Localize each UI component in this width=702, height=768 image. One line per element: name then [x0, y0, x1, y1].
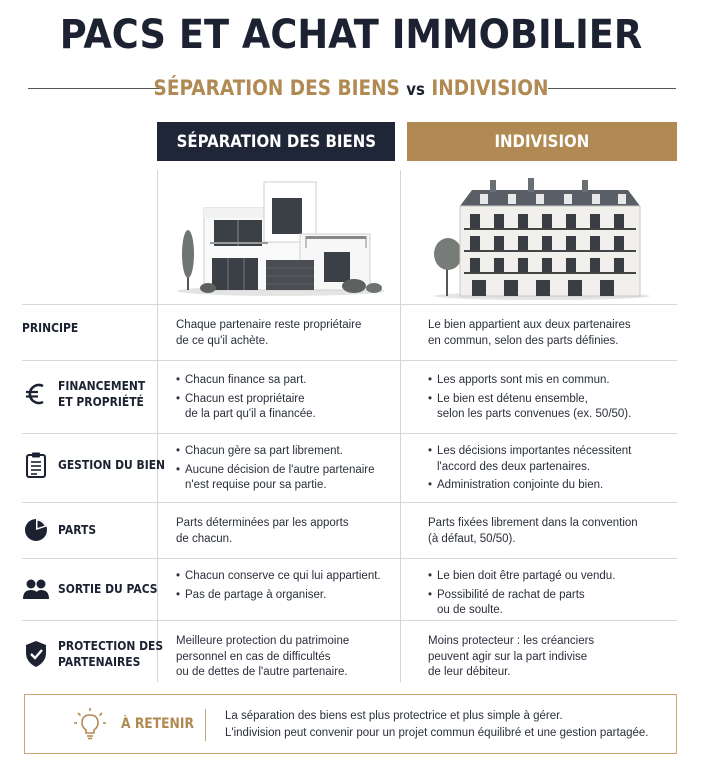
row-divider [22, 360, 677, 361]
column-divider-middle [400, 170, 401, 682]
page-title: PACS ET ACHAT IMMOBILIER [59, 12, 643, 58]
cell-separation-protection: Meilleure protection du patrimoine personnel en cas de difficultés ou de dettes de l'autre partenaire. [176, 635, 350, 678]
list-item: • Le bien est détenu ensemble, selon les parts convenues (ex. 50/50). [428, 392, 678, 423]
modern-house-illustration [174, 178, 388, 298]
subtitle-left: SÉPARATION DES BIENS [153, 76, 400, 100]
retenir-box [24, 694, 677, 754]
cell-indivision-gestion [428, 444, 678, 497]
list-item: • Chacun gère sa part librement. [176, 444, 396, 460]
column-header-separation: SÉPARATION DES BIENS [157, 122, 395, 161]
haussmann-building-illustration [432, 176, 652, 300]
pie-chart-icon [22, 516, 50, 544]
list-item: • Les apports sont mis en commun. [428, 373, 678, 389]
subtitle-row [0, 74, 702, 104]
cell-separation-sortie [176, 569, 396, 606]
column-header-indivision: INDIVISION [407, 122, 677, 161]
row-label-protection: PROTECTION DES PARTENAIRES [22, 638, 180, 670]
subtitle-divider-right [548, 88, 676, 89]
retenir-divider [205, 709, 206, 741]
row-divider [22, 304, 677, 305]
cell-indivision-parts: Parts fixées librement dans la convention (à défaut, 50/50). [428, 517, 638, 545]
cell-indivision-principe: Le bien appartient aux deux partenaires en commun, selon des parts définies. [428, 319, 631, 347]
row-divider [22, 502, 677, 503]
lightbulb-icon [73, 707, 107, 746]
list-item: • Les décisions importantes nécessitent l'accord des deux partenaires. [428, 444, 678, 475]
list-item: • Administration conjointe du bien. [428, 478, 678, 494]
subtitle-vs: vs [406, 80, 425, 100]
row-label-parts: PARTS [22, 516, 102, 544]
list-item: • Possibilité de rachat de parts ou de soulte. [428, 588, 678, 619]
row-label-principe: PRINCIPE [22, 320, 79, 335]
retenir-text: La séparation des biens est plus protectrice et plus simple à gérer. L'indivision peut convenir pour un projet commun équilibré et une gestion partagée. [225, 710, 649, 739]
list-item: • Chacun finance sa part. [176, 373, 396, 389]
cell-separation-financement [176, 373, 396, 426]
row-label-gestion: GESTION DU BIEN [22, 451, 182, 479]
list-item: • Le bien doit être partagé ou vendu. [428, 569, 678, 585]
row-divider [22, 433, 677, 434]
list-item: • Chacun est propriétaire de la part qu'il a financée. [176, 392, 396, 423]
clipboard-icon [22, 451, 50, 479]
shield-check-icon [22, 640, 50, 668]
cell-indivision-sortie [428, 569, 678, 622]
cell-separation-parts: Parts déterminées par les apports de chacun. [176, 517, 349, 545]
retenir-label: À RETENIR [121, 716, 194, 732]
cell-indivision-protection: Moins protecteur : les créanciers peuvent agir sur la part indivise de leur débiteur. [428, 635, 595, 678]
list-item: • Aucune décision de l'autre partenaire n'est requise pour sa partie. [176, 463, 396, 494]
list-item: • Chacun conserve ce qui lui appartient. [176, 569, 396, 585]
subtitle-right: INDIVISION [431, 76, 549, 100]
cell-indivision-financement [428, 373, 678, 426]
euro-icon [22, 380, 50, 408]
row-label-sortie: SORTIE DU PACS [22, 575, 174, 603]
row-divider [22, 558, 677, 559]
cell-separation-principe: Chaque partenaire reste propriétaire de ce qu'il achète. [176, 319, 362, 347]
column-divider-left [157, 170, 158, 682]
cell-separation-gestion [176, 444, 396, 497]
people-icon [22, 575, 50, 603]
row-label-financement: FINANCEMENT ET PROPRIÉTÉ [22, 378, 159, 410]
list-item: • Pas de partage à organiser. [176, 588, 396, 604]
